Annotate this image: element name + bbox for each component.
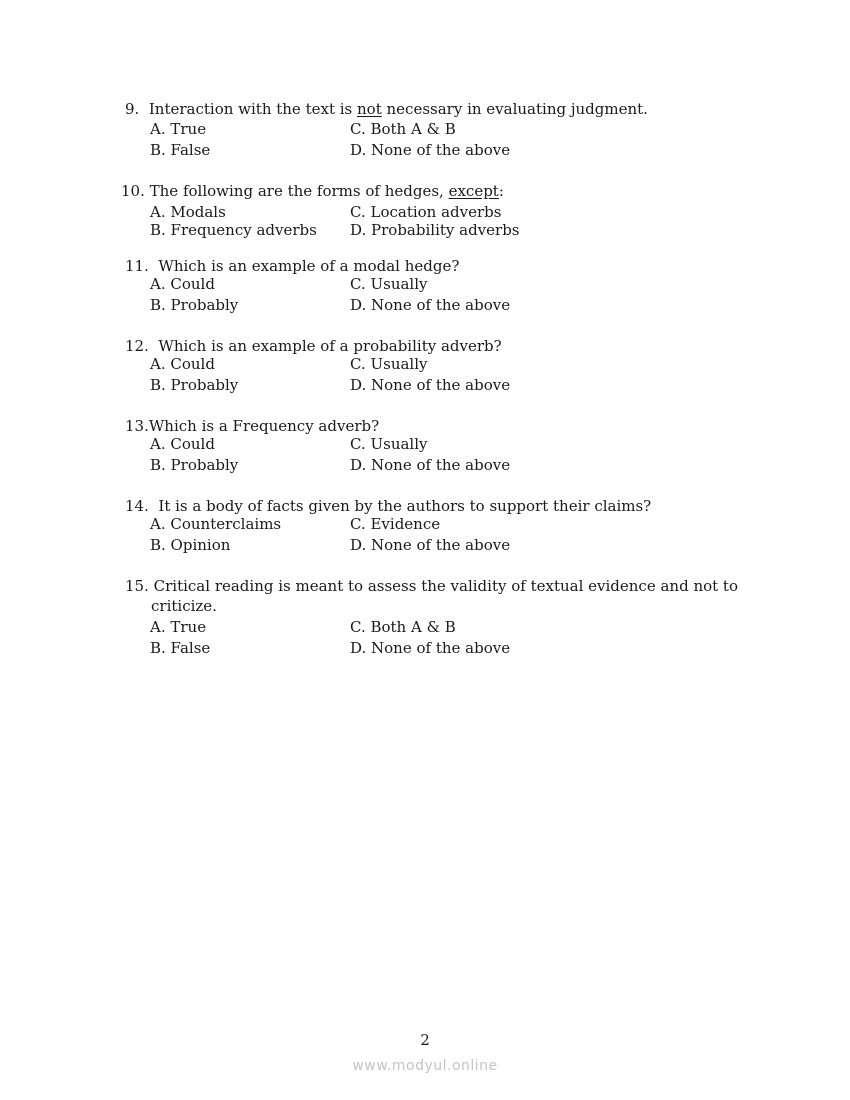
option-a: A. Could xyxy=(150,355,215,373)
question-number: 11. xyxy=(125,257,149,275)
option-b: B. Probably xyxy=(150,296,239,314)
option-c: C. Both A & B xyxy=(350,120,456,138)
stem-text: Interaction with the text is xyxy=(148,100,357,118)
watermark-url: www.modyul.online xyxy=(352,1058,498,1074)
stem-text: It is a body of facts given by the authors to support their claims? xyxy=(158,497,652,515)
page-number: 2 xyxy=(420,1031,430,1049)
option-d: D. None of the above xyxy=(350,639,511,657)
option-a: A. Could xyxy=(150,435,215,453)
option-b: B. Probably xyxy=(150,376,239,394)
option-b: B. False xyxy=(150,639,211,657)
option-a: A. Counterclaims xyxy=(150,515,282,533)
stem-text: : xyxy=(498,182,504,200)
option-c: C. Usually xyxy=(350,275,428,293)
option-a: A. Modals xyxy=(150,203,226,221)
question-stem xyxy=(125,99,648,119)
question-stem xyxy=(125,496,651,516)
stem-continuation: criticize. xyxy=(151,597,217,615)
question-stem xyxy=(125,416,379,436)
option-c: C. Evidence xyxy=(350,515,441,533)
option-b: B. Probably xyxy=(150,456,239,474)
option-d: D. None of the above xyxy=(350,376,511,394)
option-b: B. Opinion xyxy=(150,536,231,554)
question-number: 15. xyxy=(125,577,149,595)
option-d: D. None of the above xyxy=(350,536,511,554)
question-number: 9. xyxy=(125,100,140,118)
stem-text: Which is an example of a probability adverb? xyxy=(158,337,502,355)
stem-text: Which is a Frequency adverb? xyxy=(148,417,380,435)
option-a: A. Could xyxy=(150,275,215,293)
option-c: C. Usually xyxy=(350,435,428,453)
stem-text: The following are the forms of hedges, xyxy=(149,182,449,200)
option-a: A. True xyxy=(150,618,207,636)
option-d: D. Probability adverbs xyxy=(350,221,520,239)
option-c: C. Usually xyxy=(350,355,428,373)
option-d: D. None of the above xyxy=(350,141,511,159)
question-number: 14. xyxy=(125,497,149,515)
stem-text: necessary in evaluating judgment. xyxy=(381,100,648,118)
option-d: D. None of the above xyxy=(350,296,511,314)
option-c: C. Both A & B xyxy=(350,618,456,636)
question-number: 12. xyxy=(125,337,149,355)
stem-text: Which is an example of a modal hedge? xyxy=(158,257,460,275)
option-c: C. Location adverbs xyxy=(350,203,502,221)
option-d: D. None of the above xyxy=(350,456,511,474)
question-number: 10. xyxy=(121,182,145,200)
question-stem xyxy=(125,576,751,616)
question-stem xyxy=(125,336,502,356)
option-b: B. False xyxy=(150,141,211,159)
stem-text: Critical reading is meant to assess the validity of textual evidence and not to xyxy=(153,577,738,595)
option-b: B. Frequency adverbs xyxy=(150,221,317,239)
option-a: A. True xyxy=(150,120,207,138)
question-stem xyxy=(121,181,504,201)
question-stem xyxy=(125,256,459,276)
question-number: 13. xyxy=(125,417,149,435)
stem-emphasis: not xyxy=(357,100,382,118)
stem-emphasis: except xyxy=(448,182,499,200)
